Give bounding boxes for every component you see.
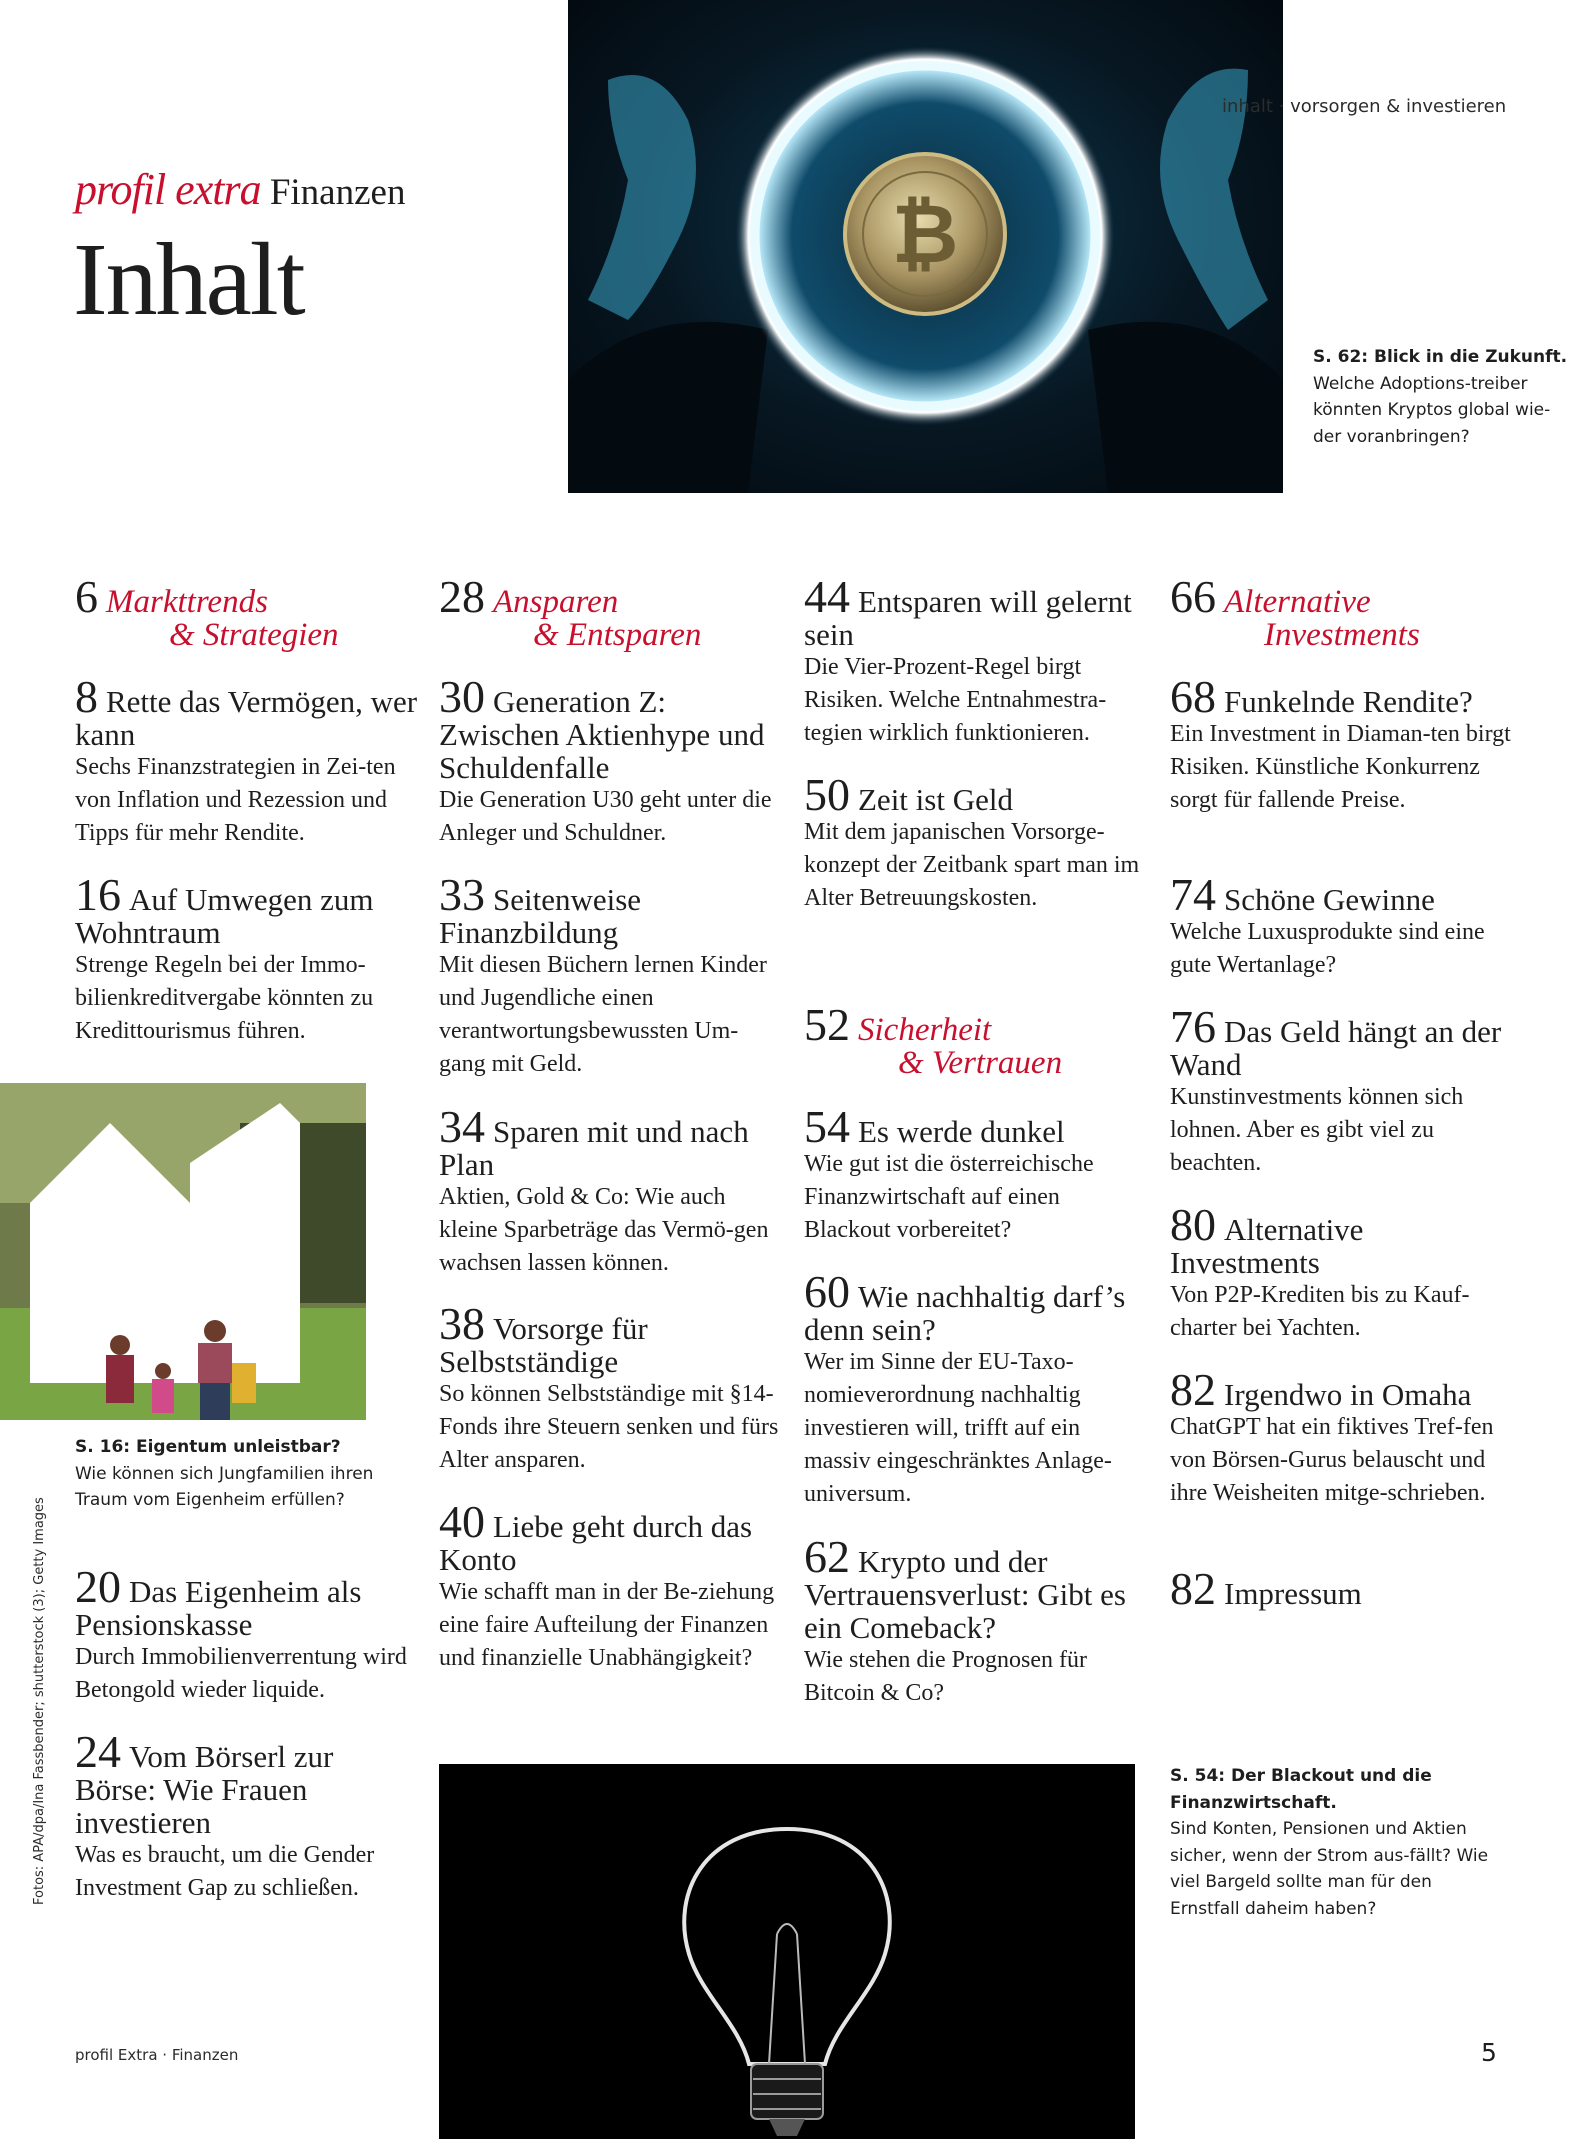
- toc-entry-34[interactable]: [439, 1101, 784, 1280]
- toc-description: Was es braucht, um die Gender Investment Gap zu schließen.: [75, 1842, 375, 1901]
- toc-description: ChatGPT hat ein fiktives Tref-fen von Börsen-Gurus belauscht und ihre Weisheiten mitge-schrieben.: [1170, 1414, 1494, 1506]
- toc-description: Wie schafft man in der Be-ziehung eine faire Aufteilung der Finanzen und finanzielle Unabhängigkeit?: [439, 1579, 775, 1671]
- caption-crypto-title: S. 62: Blick in die Zukunft.: [1313, 347, 1568, 367]
- toc-number: 66: [1170, 571, 1216, 622]
- toc-entry-82-omaha[interactable]: [1170, 1364, 1515, 1510]
- toc-entry-30[interactable]: [439, 671, 784, 850]
- toc-title: Das Geld hängt an der Wand: [1170, 1014, 1502, 1082]
- toc-number: 16: [75, 869, 121, 920]
- toc-number: 30: [439, 671, 485, 722]
- toc-description: Aktien, Gold & Co: Wie auch kleine Sparbeträge das Vermö-gen wachsen lassen können.: [439, 1184, 769, 1276]
- toc-title: Rette das Vermögen, wer kann: [75, 684, 418, 752]
- caption-blackout-title: S. 54: Der Blackout und die Finanzwirtschaft.: [1170, 1766, 1432, 1813]
- toc-entry-80[interactable]: [1170, 1199, 1515, 1345]
- toc-section-title: Ansparen: [493, 584, 619, 620]
- toc-number: 50: [804, 769, 850, 820]
- toc-title: Krypto und der Vertrauensverlust: Gibt es ein Comeback?: [804, 1544, 1126, 1645]
- toc-number: 68: [1170, 671, 1216, 722]
- toc-entry-54[interactable]: [804, 1101, 1149, 1247]
- family-house-photo: [0, 1083, 366, 1420]
- toc-entry-33[interactable]: [439, 869, 784, 1081]
- toc-title: Sparen mit und nach Plan: [439, 1114, 749, 1182]
- light-bulb-illustration: [439, 1764, 1135, 2139]
- crypto-ball-photo: [568, 0, 1283, 493]
- toc-number: 34: [439, 1101, 485, 1152]
- page-title: Inhalt: [73, 222, 304, 337]
- toc-description: Strenge Regeln bei der Immo-bilienkreditvergabe könnten zu Kredittourismus führen.: [75, 952, 374, 1044]
- toc-description: Wie gut ist die österreichische Finanzwirtschaft auf einen Blackout vorbereitet?: [804, 1151, 1094, 1243]
- toc-title: Funkelnde Rendite?: [1224, 684, 1473, 719]
- photo-credit: Fotos: APA/dpa/Ina Fassbender; shutterstock (3); Getty Images: [32, 1497, 47, 1905]
- toc-title: Vom Börserl zur Börse: Wie Frauen investieren: [75, 1739, 334, 1840]
- toc-number: 38: [439, 1298, 485, 1349]
- toc-section-title: Sicherheit: [858, 1012, 992, 1048]
- toc-entry-24[interactable]: [75, 1726, 420, 1905]
- brand-italic: profil extra: [75, 165, 261, 214]
- toc-section-title: Alternative: [1224, 584, 1371, 620]
- toc-description: Mit diesen Büchern lernen Kinder und Jugendliche einen verantwortungsbewussten Um-gang mit Geld.: [439, 952, 767, 1077]
- toc-number: 82: [1170, 1364, 1216, 1415]
- toc-section-subtitle: & Vertrauen: [898, 1045, 1063, 1081]
- toc-section-subtitle: & Entsparen: [533, 617, 702, 653]
- toc-title: Auf Umwegen zum Wohntraum: [75, 882, 374, 950]
- toc-entry-68[interactable]: [1170, 671, 1515, 817]
- caption-house-text: Wie können sich Jungfamilien ihren Traum vom Eigenheim erfüllen?: [75, 1463, 374, 1510]
- toc-section-subtitle: & Strategien: [169, 617, 339, 653]
- toc-entry-76[interactable]: [1170, 1001, 1515, 1180]
- toc-number: 60: [804, 1266, 850, 1317]
- toc-title: Liebe geht durch das Konto: [439, 1509, 753, 1577]
- toc-number: 44: [804, 571, 850, 622]
- toc-title: Das Eigenheim als Pensionskasse: [75, 1574, 362, 1642]
- toc-entry-44[interactable]: [804, 571, 1149, 750]
- toc-entry-50[interactable]: [804, 769, 1149, 915]
- toc-entry-38[interactable]: [439, 1298, 784, 1477]
- toc-entry-74[interactable]: [1170, 869, 1515, 982]
- toc-title: Schöne Gewinne: [1224, 882, 1435, 917]
- crystal-ball-illustration: [568, 0, 1283, 493]
- toc-number: 24: [75, 1726, 121, 1777]
- toc-number: 82: [1170, 1563, 1216, 1614]
- magazine-brand: [75, 165, 406, 215]
- toc-title: Wie nachhaltig darf’s denn sein?: [804, 1279, 1126, 1347]
- toc-title: Entsparen will gelernt sein: [804, 584, 1132, 652]
- toc-number: 62: [804, 1531, 850, 1582]
- toc-description: Welche Luxusprodukte sind eine gute Wertanlage?: [1170, 919, 1485, 978]
- toc-number: 28: [439, 571, 485, 622]
- toc-entry-40[interactable]: [439, 1496, 784, 1675]
- light-bulb-photo: [439, 1764, 1135, 2139]
- toc-title: Es werde dunkel: [858, 1114, 1065, 1149]
- toc-number: 54: [804, 1101, 850, 1152]
- toc-description: Ein Investment in Diaman-ten birgt Risiken. Künstliche Konkurrenz sorgt für fallende Preise.: [1170, 721, 1511, 813]
- toc-entry-20[interactable]: [75, 1561, 420, 1707]
- caption-crypto-text: Welche Adoptions-treiber könnten Kryptos global wie-der voranbringen?: [1313, 373, 1551, 447]
- toc-title: Seitenweise Finanzbildung: [439, 882, 642, 950]
- toc-section-sicherheit[interactable]: [804, 999, 1149, 1081]
- toc-section-ansparen[interactable]: [439, 571, 784, 653]
- toc-entry-16[interactable]: [75, 869, 420, 1048]
- toc-description: Wer im Sinne der EU-Taxo-nomieverordnung nachhaltig investieren will, trifft auf ein massiv eingeschränktes Anlage-universum.: [804, 1349, 1112, 1507]
- toc-number: 52: [804, 999, 850, 1050]
- toc-description: So können Selbstständige mit §14-Fonds ihre Steuern senken und fürs Alter ansparen.: [439, 1381, 779, 1473]
- caption-blackout: [1170, 1763, 1490, 1922]
- toc-number: 76: [1170, 1001, 1216, 1052]
- toc-number: 33: [439, 869, 485, 920]
- toc-section-subtitle: Investments: [1264, 617, 1420, 653]
- toc-description: Mit dem japanischen Vorsorge-konzept der Zeitbank spart man im Alter Betreuungskosten.: [804, 819, 1140, 911]
- toc-title: Zeit ist Geld: [858, 782, 1013, 817]
- caption-crypto: [1313, 344, 1573, 450]
- toc-section-title: Markttrends: [106, 584, 268, 620]
- caption-house: [75, 1434, 375, 1514]
- toc-section-markttrends[interactable]: [75, 571, 420, 653]
- toc-description: Die Vier-Prozent-Regel birgt Risiken. Welche Entnahmestra-tegien wirklich funktionieren.: [804, 654, 1107, 746]
- page-number: 5: [1481, 2038, 1497, 2067]
- svg-text:₿: ₿: [891, 187, 959, 282]
- section-label: inhalt · vorsorgen & investieren: [1222, 96, 1507, 117]
- toc-title: Alternative Investments: [1170, 1212, 1364, 1280]
- toc-description: Kunstinvestments können sich lohnen. Aber es gibt viel zu beachten.: [1170, 1084, 1464, 1176]
- toc-section-alternative[interactable]: [1170, 571, 1515, 653]
- footer-publication: profil Extra · Finanzen: [75, 2046, 239, 2064]
- brand-word: Finanzen: [269, 172, 406, 213]
- toc-entry-60[interactable]: [804, 1266, 1149, 1511]
- toc-title: Generation Z: Zwischen Aktienhype und Schuldenfalle: [439, 684, 765, 785]
- toc-number: 8: [75, 671, 98, 722]
- family-house-illustration: [0, 1083, 366, 1420]
- toc-description: Wie stehen die Prognosen für Bitcoin & Co?: [804, 1647, 1087, 1706]
- toc-description: Von P2P-Krediten bis zu Kauf-charter bei Yachten.: [1170, 1282, 1470, 1341]
- toc-title: Impressum: [1224, 1576, 1362, 1611]
- toc-entry-8[interactable]: [75, 671, 420, 850]
- toc-title: Irgendwo in Omaha: [1224, 1377, 1472, 1412]
- toc-description: Sechs Finanzstrategien in Zei-ten von Inflation und Rezession und Tipps für mehr Rendite.: [75, 754, 396, 846]
- toc-description: Die Generation U30 geht unter die Anleger und Schuldner.: [439, 787, 772, 846]
- caption-house-title: S. 16: Eigentum unleistbar?: [75, 1437, 341, 1457]
- toc-number: 6: [75, 571, 98, 622]
- caption-blackout-text: Sind Konten, Pensionen und Aktien sicher, wenn der Strom aus-fällt? Wie viel Bargeld sollte man für den Ernstfall daheim haben?: [1170, 1819, 1489, 1919]
- toc-entry-62[interactable]: [804, 1531, 1149, 1710]
- toc-title: Vorsorge für Selbstständige: [439, 1311, 648, 1379]
- toc-number: 74: [1170, 869, 1216, 920]
- toc-description: Durch Immobilienverrentung wird Betongold wieder liquide.: [75, 1644, 407, 1703]
- toc-number: 20: [75, 1561, 121, 1612]
- toc-number: 80: [1170, 1199, 1216, 1250]
- toc-number: 40: [439, 1496, 485, 1547]
- toc-entry-82-impressum[interactable]: [1170, 1563, 1515, 1614]
